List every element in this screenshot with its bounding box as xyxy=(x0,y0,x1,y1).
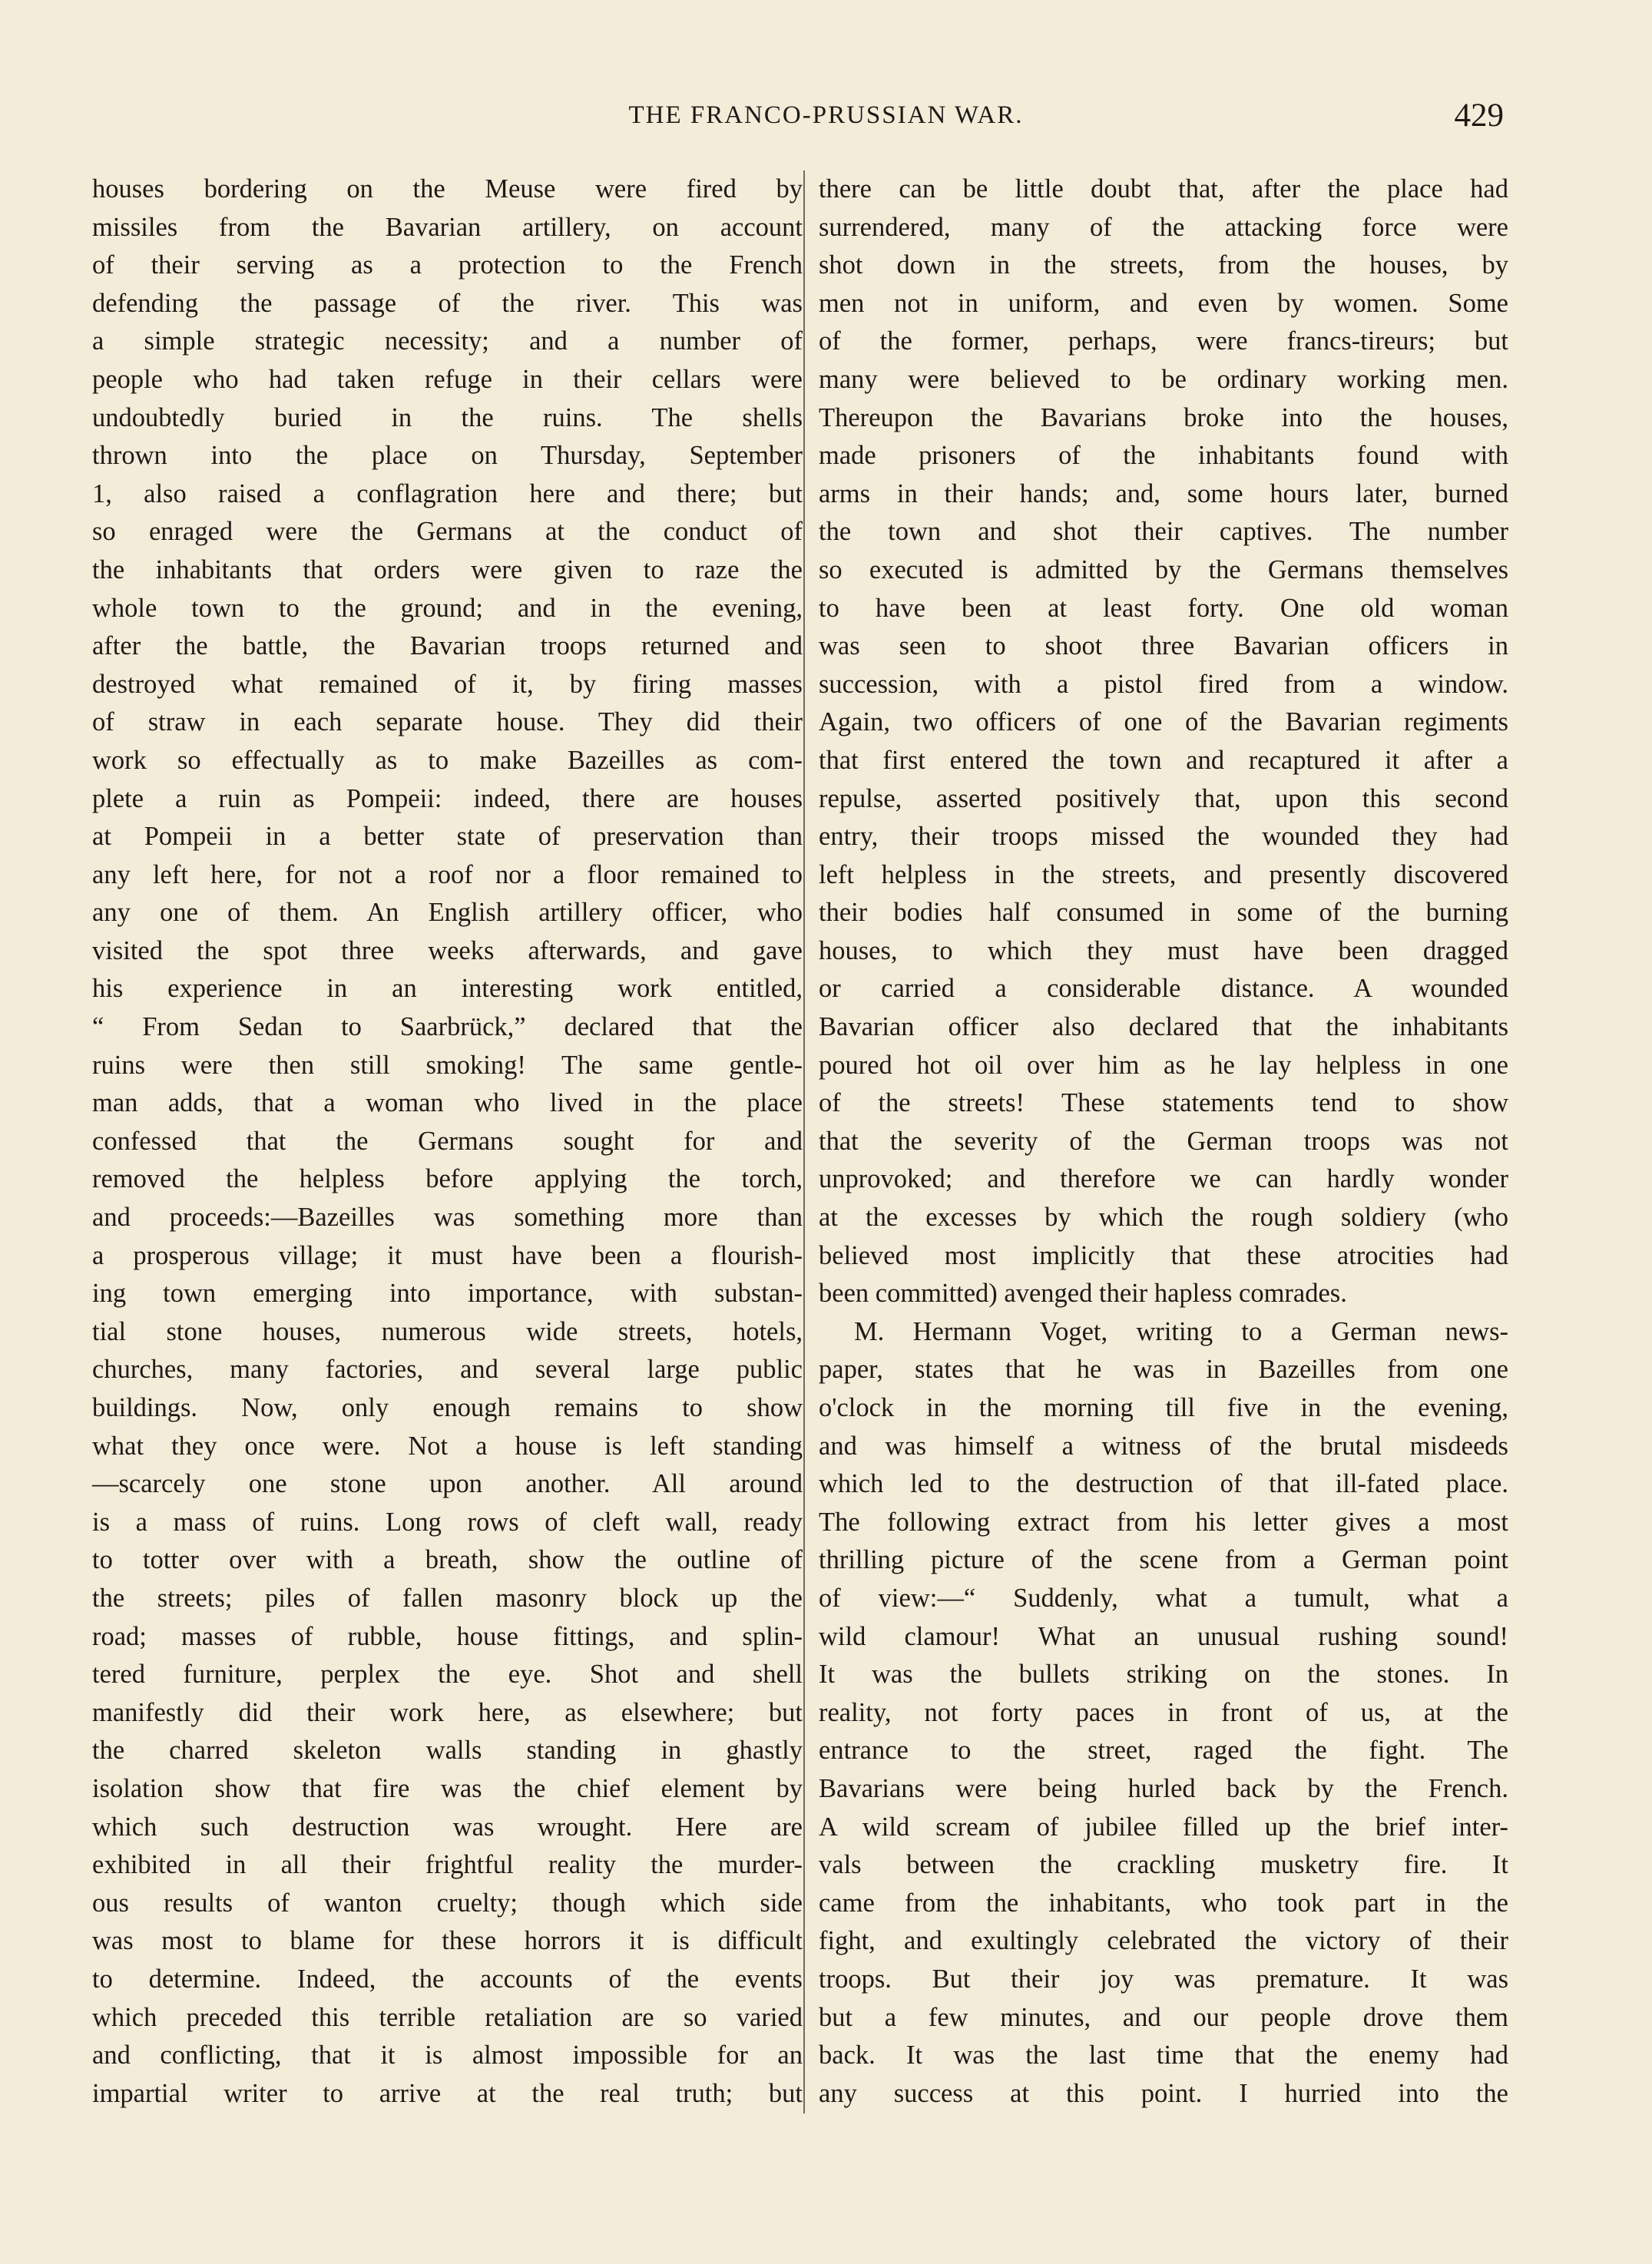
text-line: that the severity of the German troops was not xyxy=(819,1126,1508,1156)
text-line: missiles from the Bavarian artillery, on account xyxy=(92,212,803,242)
text-line: whole town to the ground; and in the evening, xyxy=(92,593,803,623)
text-line: confessed that the Germans sought for and xyxy=(92,1126,803,1156)
text-line: the town and shot their captives. The number xyxy=(819,517,1508,547)
text-line: buildings. Now, only enough remains to show xyxy=(92,1393,803,1422)
text-line: A wild scream of jubilee filled up the brief inter- xyxy=(819,1812,1508,1842)
text-line: thrown into the place on Thursday, September xyxy=(92,441,803,471)
text-line: believed most implicitly that these atrocities had xyxy=(819,1240,1508,1270)
text-line: men not in uniform, and even by women. Some xyxy=(819,288,1508,318)
running-head xyxy=(0,98,1652,147)
text-line: their bodies half consumed in some of the burning xyxy=(819,898,1508,928)
text-line: was seen to shoot three Bavarian officers in xyxy=(819,631,1508,661)
right-column xyxy=(819,170,1508,2113)
text-line: and was himself a witness of the brutal misdeeds xyxy=(819,1431,1508,1461)
text-line: any one of them. An English artillery officer, who xyxy=(92,898,803,928)
text-line: tial stone houses, numerous wide streets, hotels, xyxy=(92,1316,803,1346)
text-line: work so effectually as to make Bazeilles as com- xyxy=(92,745,803,775)
running-title: THE FRANCO-PRUSSIAN WAR. xyxy=(628,101,1024,129)
text-line: destroyed what remained of it, by firing masses xyxy=(92,669,803,699)
text-line: so executed is admitted by the Germans themselves xyxy=(819,554,1508,584)
text-line: wild clamour! What an unusual rushing sound! xyxy=(819,1621,1508,1651)
text-line: the streets; piles of fallen masonry block up the xyxy=(92,1583,803,1613)
text-line: there can be little doubt that, after the place had xyxy=(819,174,1508,204)
text-line: man adds, that a woman who lived in the place xyxy=(92,1088,803,1118)
text-line: isolation show that fire was the chief element by xyxy=(92,1773,803,1803)
text-line: ing town emerging into importance, with substan- xyxy=(92,1279,803,1309)
text-line: poured hot oil over him as he lay helpless in one xyxy=(819,1050,1508,1080)
text-line: houses, to which they must have been dragged xyxy=(819,935,1508,965)
text-line: visited the spot three weeks afterwards, and gave xyxy=(92,935,803,965)
text-line: any left here, for not a roof nor a floor remained to xyxy=(92,859,803,889)
text-line: The following extract from his letter gives a most xyxy=(819,1507,1508,1537)
text-line: surrendered, many of the attacking force were xyxy=(819,212,1508,242)
text-line: —scarcely one stone upon another. All around xyxy=(92,1469,803,1499)
text-line: but a few minutes, and our people drove them xyxy=(819,2002,1508,2032)
text-line: entrance to the street, raged the fight. The xyxy=(819,1736,1508,1766)
text-line: which such destruction was wrought. Here are xyxy=(92,1812,803,1842)
text-line: Bavarian officer also declared that the inhabitants xyxy=(819,1012,1508,1042)
text-line: road; masses of rubble, house fittings, and splin- xyxy=(92,1621,803,1651)
text-line: of their serving as a protection to the French xyxy=(92,250,803,280)
text-line: of the streets! These statements tend to show xyxy=(819,1088,1508,1118)
text-line: churches, many factories, and several large public xyxy=(92,1355,803,1385)
text-line: M. Hermann Voget, writing to a German news- xyxy=(854,1316,1508,1346)
text-line: arms in their hands; and, some hours later, burned xyxy=(819,478,1508,508)
text-line: troops. But their joy was premature. It was xyxy=(819,1964,1508,1994)
text-line: 1, also raised a conflagration here and there; but xyxy=(92,478,803,508)
text-line: is a mass of ruins. Long rows of cleft wall, ready xyxy=(92,1507,803,1537)
text-line: of the former, perhaps, were francs-tireurs; but xyxy=(819,326,1508,356)
text-line: which preceded this terrible retaliation are so varied xyxy=(92,2002,803,2032)
text-line: of view:—“ Suddenly, what a tumult, what a xyxy=(819,1583,1508,1613)
text-line: at Pompeii in a better state of preservation than xyxy=(92,822,803,852)
text-line: of straw in each separate house. They did their xyxy=(92,707,803,737)
text-line: defending the passage of the river. This was xyxy=(92,288,803,318)
text-line: what they once were. Not a house is left standing xyxy=(92,1431,803,1461)
text-line: any success at this point. I hurried into the xyxy=(819,2078,1508,2108)
text-line: people who had taken refuge in their cellars were xyxy=(92,364,803,394)
text-line: removed the helpless before applying the torch, xyxy=(92,1164,803,1194)
text-line: Thereupon the Bavarians broke into the houses, xyxy=(819,402,1508,432)
text-line: plete a ruin as Pompeii: indeed, there are houses xyxy=(92,783,803,813)
text-line: thrilling picture of the scene from a German point xyxy=(819,1545,1508,1575)
text-line: shot down in the streets, from the houses, by xyxy=(819,250,1508,280)
text-line: a prosperous village; it must have been a flourish- xyxy=(92,1240,803,1270)
text-line: was most to blame for these horrors it is difficult xyxy=(92,1926,803,1956)
text-line: tered furniture, perplex the eye. Shot and shell xyxy=(92,1660,803,1690)
text-line: fight, and exultingly celebrated the victory of their xyxy=(819,1926,1508,1956)
text-line: exhibited in all their frightful reality the murder- xyxy=(92,1850,803,1880)
text-line: so enraged were the Germans at the conduct of xyxy=(92,517,803,547)
text-line: manifestly did their work here, as elsewhere; but xyxy=(92,1697,803,1727)
text-line: left helpless in the streets, and presently discovered xyxy=(819,859,1508,889)
text-line: or carried a considerable distance. A wounded xyxy=(819,974,1508,1004)
text-line: impartial writer to arrive at the real truth; but xyxy=(92,2078,803,2108)
text-line: paper, states that he was in Bazeilles from one xyxy=(819,1355,1508,1385)
text-line: many were believed to be ordinary working men. xyxy=(819,364,1508,394)
text-line: the inhabitants that orders were given to raze the xyxy=(92,554,803,584)
column-divider xyxy=(803,170,805,2113)
text-line: succession, with a pistol fired from a window. xyxy=(819,669,1508,699)
text-line: entry, their troops missed the wounded they had xyxy=(819,822,1508,852)
text-line: at the excesses by which the rough soldiery (who xyxy=(819,1203,1508,1233)
text-line: unprovoked; and therefore we can hardly wonder xyxy=(819,1164,1508,1194)
text-line: his experience in an interesting work entitled, xyxy=(92,974,803,1004)
text-line: to totter over with a breath, show the outline of xyxy=(92,1545,803,1575)
text-line: ruins were then still smoking! The same gentle- xyxy=(92,1050,803,1080)
text-line: a simple strategic necessity; and a number of xyxy=(92,326,803,356)
page-number: 429 xyxy=(1454,98,1504,134)
text-line: the charred skeleton walls standing in ghastly xyxy=(92,1736,803,1766)
text-line: that first entered the town and recaptured it after a xyxy=(819,745,1508,775)
text-line: and conflicting, that it is almost impossible for an xyxy=(92,2041,803,2070)
text-line: after the battle, the Bavarian troops returned and xyxy=(92,631,803,661)
text-line: to determine. Indeed, the accounts of the events xyxy=(92,1964,803,1994)
text-line: undoubtedly buried in the ruins. The shells xyxy=(92,402,803,432)
text-line: to have been at least forty. One old woman xyxy=(819,593,1508,623)
text-line: houses bordering on the Meuse were fired by xyxy=(92,174,803,204)
text-line: ous results of wanton cruelty; though which side xyxy=(92,1888,803,1918)
text-line: “ From Sedan to Saarbrück,” declared that the xyxy=(92,1012,803,1042)
left-column xyxy=(92,170,803,2113)
text-line: reality, not forty paces in front of us, at the xyxy=(819,1697,1508,1727)
text-line: which led to the destruction of that ill-fated place. xyxy=(819,1469,1508,1499)
text-line: came from the inhabitants, who took part in the xyxy=(819,1888,1508,1918)
text-line: Bavarians were being hurled back by the French. xyxy=(819,1773,1508,1803)
text-line: back. It was the last time that the enemy had xyxy=(819,2041,1508,2070)
text-line: been committed) avenged their hapless comrades. xyxy=(819,1279,1347,1309)
text-line: It was the bullets striking on the stones. In xyxy=(819,1660,1508,1690)
text-line: o'clock in the morning till five in the evening, xyxy=(819,1393,1508,1422)
text-line: made prisoners of the inhabitants found with xyxy=(819,441,1508,471)
text-line: vals between the crackling musketry fire. It xyxy=(819,1850,1508,1880)
text-line: Again, two officers of one of the Bavarian regiments xyxy=(819,707,1508,737)
text-line: and proceeds:—Bazeilles was something more than xyxy=(92,1203,803,1233)
text-line: repulse, asserted positively that, upon this second xyxy=(819,783,1508,813)
